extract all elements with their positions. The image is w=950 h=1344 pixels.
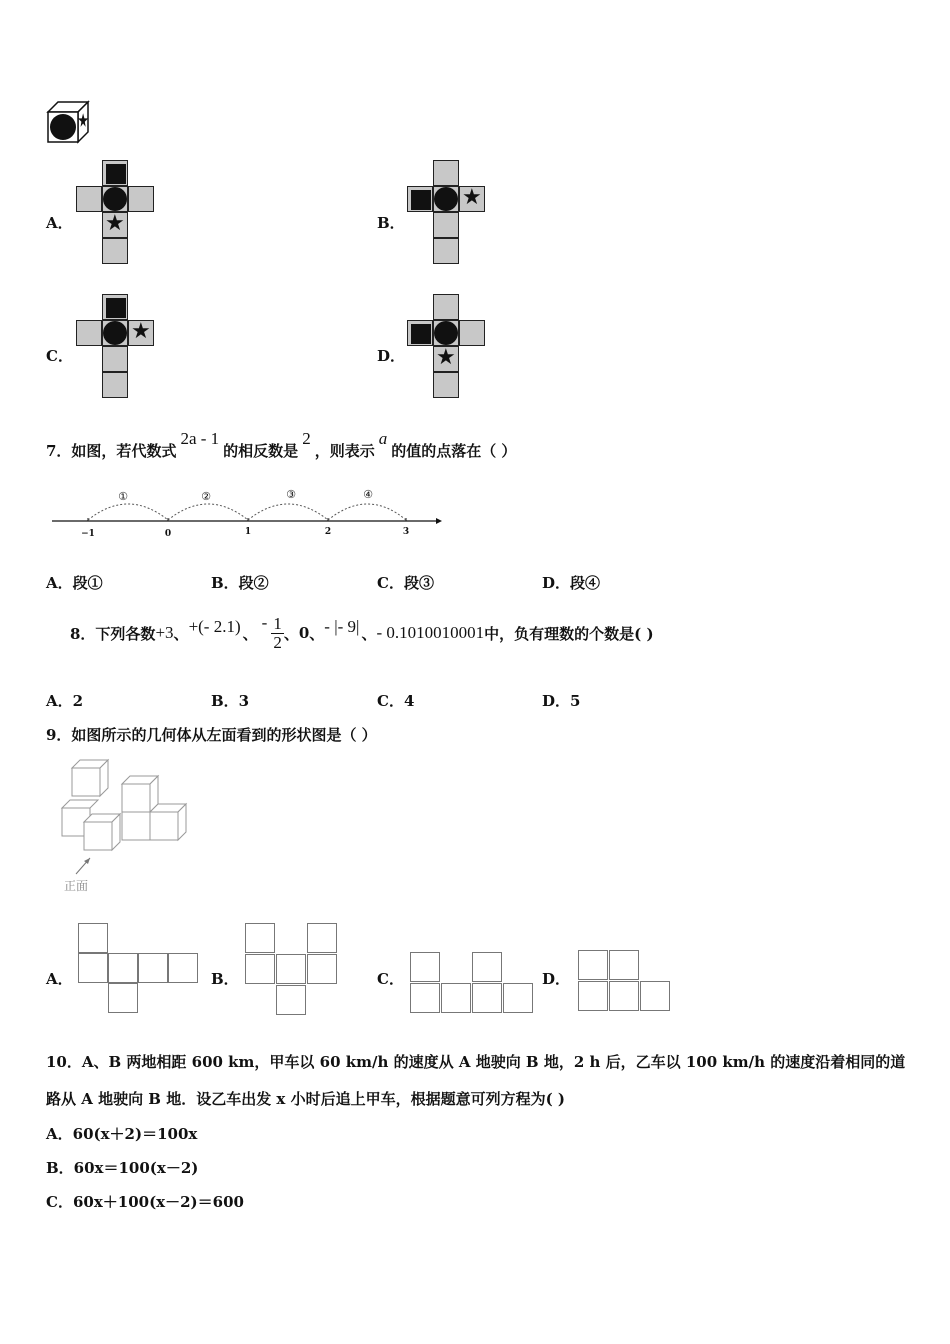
star-icon: ★: [436, 345, 456, 370]
q7-mid2: ，则表示: [314, 442, 375, 460]
circle-icon: [103, 321, 127, 345]
q8-option-d[interactable]: D．5: [542, 692, 581, 710]
q9-option-b-figure[interactable]: [245, 923, 341, 1019]
front-label: 正面: [64, 879, 89, 893]
q8-option-c[interactable]: C．4: [377, 692, 415, 710]
q9-option-c-label: C．: [377, 970, 404, 988]
segment-1-label: ①: [118, 490, 128, 503]
q10-option-c[interactable]: C．60x＋100(x－2)＝600: [46, 1193, 244, 1211]
tick-label: 2: [324, 527, 332, 537]
tick-label: −1: [81, 529, 95, 539]
star-icon: ★: [462, 185, 482, 210]
q7-var: a: [378, 429, 388, 448]
net-option-d[interactable]: [407, 294, 487, 400]
q8-num-1: +3: [155, 623, 174, 642]
cube-figure: [44, 98, 92, 146]
net-option-a[interactable]: [76, 160, 156, 266]
net-option-b[interactable]: [407, 160, 487, 266]
q8-sep: 、: [242, 624, 258, 643]
fraction-denominator: 2: [273, 632, 282, 652]
square-icon: [106, 298, 126, 318]
q9-option-d-label: D．: [542, 970, 571, 988]
q7-option-a[interactable]: A．段①: [46, 574, 103, 592]
question-8-stem: [70, 608, 654, 658]
q8-suffix: 中，负有理数的个数是( ): [484, 624, 654, 643]
segment-2-label: ②: [201, 490, 211, 503]
fraction-numerator: 1: [273, 613, 282, 633]
segment-3-label: ③: [286, 488, 296, 501]
q8-num-4: 0: [298, 624, 310, 642]
net-option-c[interactable]: [76, 294, 156, 400]
segment-4-label: ④: [363, 488, 373, 501]
q7-value: 2: [302, 429, 311, 448]
square-icon: [411, 324, 431, 344]
tick-label: 3: [402, 527, 410, 537]
q7-option-c[interactable]: C．段③: [377, 574, 434, 592]
star-icon: ★: [131, 319, 151, 344]
option-c-label: C．: [46, 347, 73, 365]
q8-sep: 、: [309, 624, 325, 643]
solid-figure: [58, 758, 198, 898]
circle-icon: [434, 187, 458, 211]
q7-suffix: 的值的点落在（ ）: [391, 442, 517, 460]
question-10-line-2: 路从 A 地驶向 B 地．设乙车出发 x 小时后追上甲车，根据题意可列方程为( ): [46, 1090, 566, 1108]
circle-icon: [103, 187, 127, 211]
q8-num-3-sign: -: [261, 613, 268, 632]
q9-option-d-figure[interactable]: [578, 950, 674, 1014]
question-7-stem: [46, 429, 517, 461]
q9-option-a-figure[interactable]: [78, 923, 202, 1017]
q9-option-a-label: A．: [46, 970, 73, 988]
q8-prefix: 8．下列各数: [70, 624, 156, 643]
q8-sep: 、: [283, 624, 299, 643]
option-a-label: A．: [46, 214, 73, 232]
q7-expr: 2a - 1: [180, 429, 220, 448]
q10-option-b[interactable]: B．60x＝100(x－2): [46, 1159, 199, 1177]
square-icon: [106, 164, 126, 184]
q8-sep: 、: [173, 624, 189, 643]
q8-option-a[interactable]: A．2: [46, 692, 84, 710]
q8-num-6: - 0.1010010001: [376, 623, 485, 642]
q10-option-a[interactable]: A．60(x＋2)＝100x: [46, 1125, 198, 1143]
q7-option-b[interactable]: B．段②: [211, 574, 269, 592]
number-line-figure: [48, 484, 443, 542]
q7-option-d[interactable]: D．段④: [542, 574, 601, 592]
option-b-label: B．: [377, 214, 405, 232]
q8-num-5: - |- 9|: [324, 617, 360, 636]
option-d-label: D．: [377, 347, 406, 365]
square-icon: [411, 190, 431, 210]
tick-label: 0: [164, 529, 172, 539]
question-9-stem: 9．如图所示的几何体从左面看到的形状图是（ ）: [46, 726, 377, 744]
question-10-line-1: 10．A、B 两地相距 600 km，甲车以 60 km/h 的速度从 A 地驶向 B 地，2 h 后，乙车以 100 km/h 的速度沿着相同的道: [46, 1053, 906, 1071]
q9-option-b-label: B．: [211, 970, 239, 988]
q8-sep: 、: [361, 624, 377, 643]
q9-option-c-figure[interactable]: [410, 952, 536, 1016]
q7-prefix: 7．如图，若代数式: [46, 442, 177, 460]
q7-mid: 的相反数是: [223, 442, 299, 460]
circle-icon: [434, 321, 458, 345]
q8-option-b[interactable]: B．3: [211, 692, 250, 710]
q8-fraction: [271, 615, 284, 652]
star-icon: ★: [105, 211, 125, 236]
tick-label: 1: [244, 527, 252, 537]
q8-num-2: +(- 2.1): [188, 617, 241, 636]
